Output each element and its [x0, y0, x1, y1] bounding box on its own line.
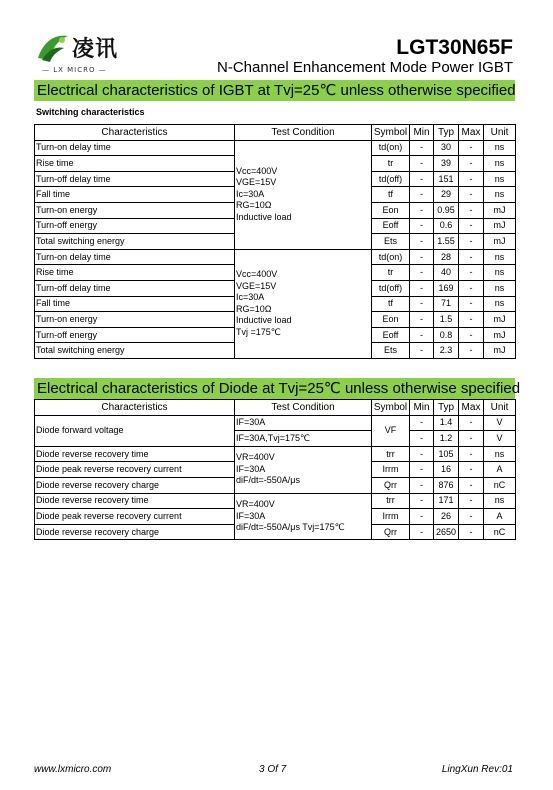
- max-cell: -: [459, 187, 484, 203]
- min-cell: -: [410, 296, 434, 312]
- symbol-cell: Qrr: [372, 524, 410, 540]
- typ-cell: 39: [434, 156, 459, 172]
- unit-cell: ns: [484, 265, 516, 281]
- typ-cell: 171: [434, 493, 459, 509]
- min-cell: -: [410, 327, 434, 343]
- table-row: [35, 415, 516, 431]
- max-cell: -: [459, 312, 484, 328]
- unit-cell: A: [484, 509, 516, 525]
- max-cell: -: [459, 265, 484, 281]
- symbol-cell: tf: [372, 296, 410, 312]
- characteristic-name: Diode peak reverse recovery current: [35, 462, 235, 478]
- max-cell: -: [459, 462, 484, 478]
- symbol-cell: tf: [372, 187, 410, 203]
- max-cell: -: [459, 415, 484, 431]
- typ-cell: 28: [434, 249, 459, 265]
- max-cell: -: [459, 509, 484, 525]
- symbol-cell: Qrr: [372, 477, 410, 493]
- column-header: Characteristics: [35, 125, 235, 141]
- min-cell: -: [410, 446, 434, 462]
- column-header: Max: [459, 400, 484, 416]
- max-cell: -: [459, 327, 484, 343]
- min-cell: -: [410, 280, 434, 296]
- symbol-cell: VF: [372, 415, 410, 446]
- typ-cell: 40: [434, 265, 459, 281]
- unit-cell: ns: [484, 249, 516, 265]
- characteristic-name: Diode peak reverse recovery current: [35, 509, 235, 525]
- typ-cell: 2650: [434, 524, 459, 540]
- table-header-row: [35, 125, 516, 141]
- column-header: Unit: [484, 125, 516, 141]
- igbt-switching-table: [34, 124, 516, 359]
- typ-cell: 0.8: [434, 327, 459, 343]
- igbt-section-title: Electrical characteristics of IGBT at Tvj=25℃ unless otherwise specified: [34, 80, 515, 101]
- min-cell: -: [410, 312, 434, 328]
- logo-chinese-text: 凌讯: [72, 36, 119, 62]
- table-row: [35, 140, 516, 156]
- min-cell: -: [410, 202, 434, 218]
- test-condition-line: RG=10Ω: [236, 303, 272, 314]
- characteristic-name: Turn-off delay time: [35, 280, 235, 296]
- symbol-cell: td(off): [372, 171, 410, 187]
- typ-cell: 151: [434, 171, 459, 187]
- symbol-cell: Eon: [372, 202, 410, 218]
- column-header: Typ: [434, 400, 459, 416]
- unit-cell: mJ: [484, 343, 516, 359]
- characteristic-name: Turn-off energy: [35, 327, 235, 343]
- footer-website: www.lxmicro.com: [34, 764, 112, 775]
- column-header: Max: [459, 125, 484, 141]
- typ-cell: 71: [434, 296, 459, 312]
- typ-cell: 26: [434, 509, 459, 525]
- min-cell: -: [410, 156, 434, 172]
- test-condition-line: diF/dt=-550A/μs: [236, 475, 300, 486]
- unit-cell: nC: [484, 524, 516, 540]
- typ-cell: 1.55: [434, 234, 459, 250]
- test-condition-cell: IF=30A: [235, 415, 372, 431]
- test-condition-line: RG=10Ω: [236, 200, 272, 211]
- max-cell: -: [459, 280, 484, 296]
- max-cell: -: [459, 171, 484, 187]
- characteristic-name: Turn-on delay time: [35, 140, 235, 156]
- column-header: Characteristics: [35, 400, 235, 416]
- diode-characteristics-table: [34, 399, 516, 540]
- min-cell: -: [410, 234, 434, 250]
- characteristic-name: Diode forward voltage: [35, 415, 235, 446]
- test-condition-cell: [235, 140, 372, 249]
- test-condition-line: Ic=30A: [236, 292, 265, 303]
- symbol-cell: td(off): [372, 280, 410, 296]
- min-cell: -: [410, 140, 434, 156]
- unit-cell: ns: [484, 296, 516, 312]
- max-cell: -: [459, 249, 484, 265]
- typ-cell: 1.4: [434, 415, 459, 431]
- unit-cell: mJ: [484, 218, 516, 234]
- part-number: LGT30N65F: [396, 36, 513, 59]
- column-header: Typ: [434, 125, 459, 141]
- symbol-cell: Ets: [372, 234, 410, 250]
- characteristic-name: Diode reverse recovery charge: [35, 524, 235, 540]
- unit-cell: mJ: [484, 234, 516, 250]
- typ-cell: 2.3: [434, 343, 459, 359]
- logo-mark-icon: [34, 30, 72, 64]
- characteristic-name: Rise time: [35, 156, 235, 172]
- unit-cell: ns: [484, 140, 516, 156]
- table-row: [35, 446, 516, 462]
- min-cell: -: [410, 509, 434, 525]
- unit-cell: ns: [484, 156, 516, 172]
- table-row: [35, 493, 516, 509]
- characteristic-name: Total switching energy: [35, 343, 235, 359]
- test-condition-line: VR=400V: [236, 499, 275, 510]
- test-condition-line: Tvj =175℃: [236, 326, 281, 337]
- unit-cell: V: [484, 431, 516, 447]
- typ-cell: 105: [434, 446, 459, 462]
- test-condition-line: VGE=15V: [236, 177, 277, 188]
- typ-cell: 16: [434, 462, 459, 478]
- test-condition-line: Inductive load: [236, 315, 292, 326]
- min-cell: -: [410, 431, 434, 447]
- test-condition-line: IF=30A: [236, 463, 266, 474]
- unit-cell: A: [484, 462, 516, 478]
- test-condition-line: VR=400V: [236, 452, 275, 463]
- switching-subheading: Switching characteristics: [36, 107, 145, 117]
- max-cell: -: [459, 202, 484, 218]
- column-header: Test Condition: [235, 400, 372, 416]
- characteristic-name: Fall time: [35, 296, 235, 312]
- test-condition-line: Vcc=400V: [236, 165, 278, 176]
- symbol-cell: Eoff: [372, 218, 410, 234]
- typ-cell: 876: [434, 477, 459, 493]
- footer-page-number: 3 Of 7: [259, 764, 287, 775]
- test-condition-line: Inductive load: [236, 211, 292, 222]
- column-header: Unit: [484, 400, 516, 416]
- max-cell: -: [459, 296, 484, 312]
- min-cell: -: [410, 477, 434, 493]
- column-header: Min: [410, 125, 434, 141]
- characteristic-name: Diode reverse recovery time: [35, 446, 235, 462]
- symbol-cell: Irrm: [372, 462, 410, 478]
- unit-cell: ns: [484, 280, 516, 296]
- unit-cell: V: [484, 415, 516, 431]
- typ-cell: 1.2: [434, 431, 459, 447]
- unit-cell: ns: [484, 171, 516, 187]
- symbol-cell: Eon: [372, 312, 410, 328]
- unit-cell: mJ: [484, 327, 516, 343]
- characteristic-name: Turn-off energy: [35, 218, 235, 234]
- characteristic-name: Rise time: [35, 265, 235, 281]
- symbol-cell: td(on): [372, 140, 410, 156]
- symbol-cell: trr: [372, 493, 410, 509]
- diode-section-title: Electrical characteristics of Diode at Tvj=25℃ unless otherwise specified: [34, 378, 515, 399]
- column-header: Symbol: [372, 125, 410, 141]
- min-cell: -: [410, 415, 434, 431]
- test-condition-cell: [235, 446, 372, 493]
- max-cell: -: [459, 446, 484, 462]
- typ-cell: 29: [434, 187, 459, 203]
- max-cell: -: [459, 156, 484, 172]
- symbol-cell: td(on): [372, 249, 410, 265]
- typ-cell: 30: [434, 140, 459, 156]
- min-cell: -: [410, 493, 434, 509]
- company-logo: [34, 28, 134, 80]
- table-header-row: [35, 400, 516, 416]
- column-header: Min: [410, 400, 434, 416]
- symbol-cell: Eoff: [372, 327, 410, 343]
- max-cell: -: [459, 343, 484, 359]
- footer-company-revision: LingXun Rev:01: [441, 764, 513, 775]
- max-cell: -: [459, 140, 484, 156]
- symbol-cell: trr: [372, 446, 410, 462]
- min-cell: -: [410, 343, 434, 359]
- unit-cell: ns: [484, 446, 516, 462]
- min-cell: -: [410, 249, 434, 265]
- symbol-cell: tr: [372, 156, 410, 172]
- column-header: Test Condition: [235, 125, 372, 141]
- unit-cell: mJ: [484, 202, 516, 218]
- test-condition-cell: [235, 493, 372, 540]
- symbol-cell: Irrm: [372, 509, 410, 525]
- unit-cell: mJ: [484, 312, 516, 328]
- test-condition-cell: [235, 249, 372, 358]
- test-condition-line: diF/dt=-550A/μs Tvj=175℃: [236, 522, 345, 533]
- characteristic-name: Diode reverse recovery charge: [35, 477, 235, 493]
- min-cell: -: [410, 218, 434, 234]
- min-cell: -: [410, 187, 434, 203]
- characteristic-name: Turn-on delay time: [35, 249, 235, 265]
- max-cell: -: [459, 493, 484, 509]
- test-condition-cell: IF=30A,Tvj=175℃: [235, 431, 372, 447]
- typ-cell: 0.95: [434, 202, 459, 218]
- characteristic-name: Fall time: [35, 187, 235, 203]
- column-header: Symbol: [372, 400, 410, 416]
- characteristic-name: Turn-on energy: [35, 202, 235, 218]
- unit-cell: ns: [484, 493, 516, 509]
- min-cell: -: [410, 524, 434, 540]
- min-cell: -: [410, 171, 434, 187]
- max-cell: -: [459, 524, 484, 540]
- typ-cell: 1.5: [434, 312, 459, 328]
- typ-cell: 169: [434, 280, 459, 296]
- symbol-cell: tr: [372, 265, 410, 281]
- max-cell: -: [459, 218, 484, 234]
- test-condition-line: IF=30A: [236, 510, 266, 521]
- device-subtitle: N-Channel Enhancement Mode Power IGBT: [217, 59, 513, 76]
- max-cell: -: [459, 431, 484, 447]
- test-condition-line: Vcc=400V: [236, 269, 278, 280]
- typ-cell: 0.6: [434, 218, 459, 234]
- unit-cell: nC: [484, 477, 516, 493]
- unit-cell: ns: [484, 187, 516, 203]
- max-cell: -: [459, 234, 484, 250]
- logo-english-text: — LX MICRO —: [42, 66, 107, 74]
- test-condition-line: VGE=15V: [236, 280, 277, 291]
- min-cell: -: [410, 462, 434, 478]
- max-cell: -: [459, 477, 484, 493]
- symbol-cell: Ets: [372, 343, 410, 359]
- characteristic-name: Total switching energy: [35, 234, 235, 250]
- min-cell: -: [410, 265, 434, 281]
- characteristic-name: Turn-off delay time: [35, 171, 235, 187]
- table-row: [35, 249, 516, 265]
- characteristic-name: Diode reverse recovery time: [35, 493, 235, 509]
- characteristic-name: Turn-on energy: [35, 312, 235, 328]
- test-condition-line: Ic=30A: [236, 188, 265, 199]
